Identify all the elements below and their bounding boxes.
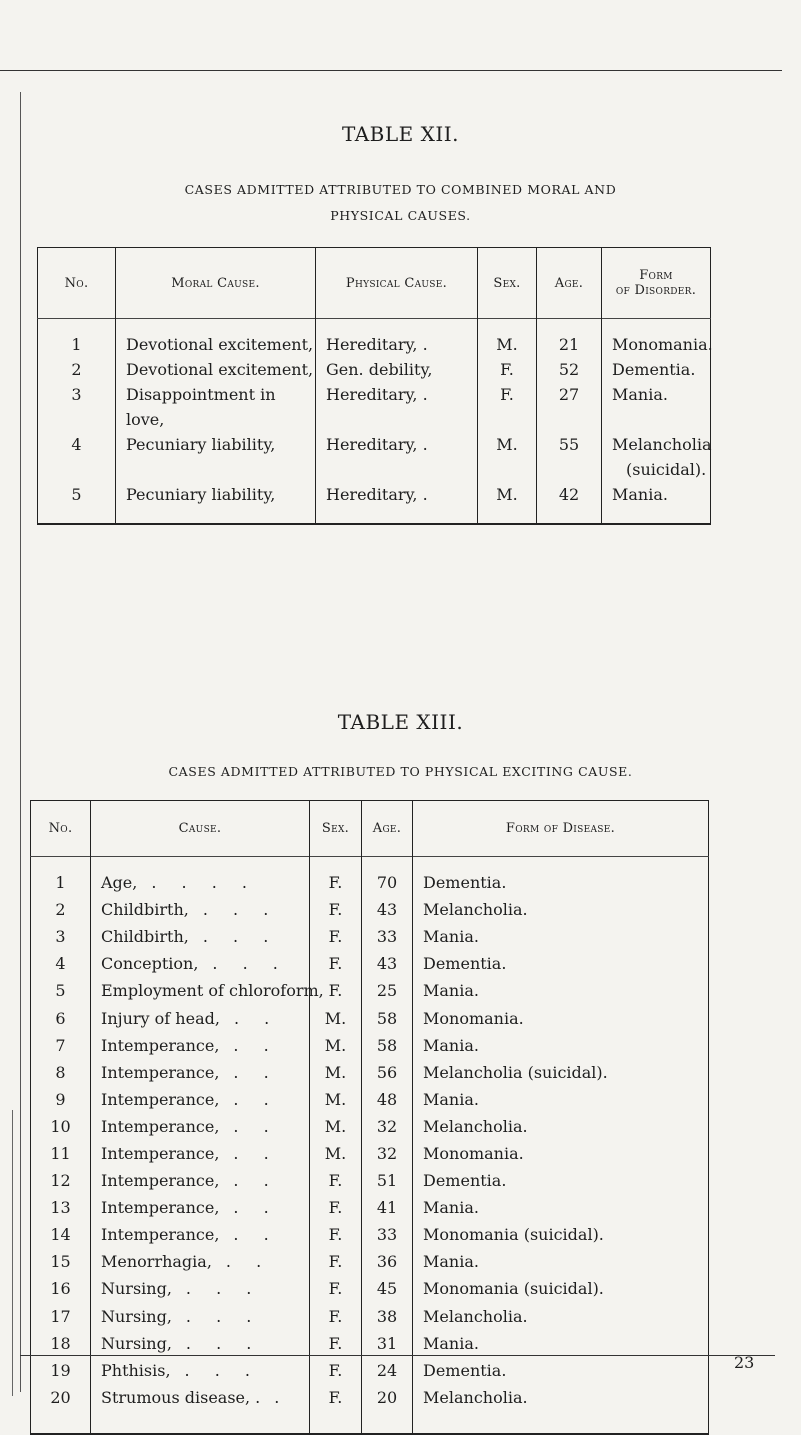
row-leader-dots: . . — [233, 1062, 279, 1082]
row-moral-cause: Devotional excitement, — [116, 357, 316, 382]
row-sex: F. — [310, 1275, 362, 1302]
row-form-of-disease: Melancholia. — [423, 1306, 528, 1326]
row-form-of-disease: Dementia. — [423, 1360, 507, 1380]
row-no: 17 — [31, 1303, 91, 1330]
table-13 — [30, 800, 709, 1435]
row-form-of-disorder — [602, 357, 711, 382]
row-no: 16 — [31, 1275, 91, 1302]
row-cause-text: Injury of head, — [101, 1008, 220, 1028]
row-form-of-disease: Dementia. — [423, 954, 507, 974]
table-row — [31, 1384, 709, 1434]
row-cause-text: Menorrhagia, — [101, 1252, 212, 1272]
row-age: 25 — [362, 977, 413, 1004]
row-sex: F. — [310, 1248, 362, 1275]
table-row — [38, 357, 711, 382]
row-no: 2 — [31, 896, 91, 923]
header-age: Age. — [537, 248, 602, 319]
row-age: 52 — [537, 357, 602, 382]
row-no: 18 — [31, 1330, 91, 1357]
row-physical-cause: Hereditary, . — [316, 432, 478, 482]
page-frame-left-rule-secondary — [12, 1110, 13, 1396]
row-cause — [91, 950, 310, 977]
row-form-of-disease: Monomania. — [423, 1143, 524, 1163]
table-13-header-row — [31, 801, 709, 857]
row-leader-dots: . . . — [202, 927, 279, 947]
row-age: 20 — [362, 1384, 413, 1434]
row-physical-cause: Gen. debility, — [316, 357, 478, 382]
row-age: 58 — [362, 1032, 413, 1059]
row-form-of-disease: Dementia. — [423, 873, 507, 893]
row-moral-cause: Pecuniary liability, — [116, 482, 316, 524]
header-no: No. — [38, 248, 116, 319]
table-12-subtitle-line-1: CASES ADMITTED ATTRIBUTED TO COMBINED MORAL AND — [184, 182, 617, 197]
header-form-line-1: Form — [639, 268, 673, 283]
header-moral-cause: Moral Cause. — [116, 248, 316, 319]
page-frame-bottom-rule — [20, 1355, 775, 1356]
row-cause-text: Intemperance, — [101, 1198, 220, 1218]
row-no: 2 — [38, 357, 116, 382]
row-no: 10 — [31, 1113, 91, 1140]
row-no: 4 — [31, 950, 91, 977]
row-form-of-disease: Mania. — [423, 927, 479, 947]
row-cause — [91, 1303, 310, 1330]
row-cause — [91, 1248, 310, 1275]
row-moral-cause: Pecuniary liability, — [116, 432, 316, 482]
header-sex: Sex. — [478, 248, 537, 319]
header-form-of-disease: Form of Disease. — [505, 821, 616, 836]
row-age: 31 — [362, 1330, 413, 1357]
row-sex: F. — [310, 896, 362, 923]
row-cause — [91, 1059, 310, 1086]
table-12-subtitle — [0, 177, 801, 229]
row-leader-dots: . . . — [185, 1333, 262, 1353]
row-cause — [91, 1330, 310, 1357]
header-age: Age. — [362, 801, 413, 857]
row-cause — [91, 1032, 310, 1059]
table-row — [31, 1032, 709, 1059]
row-cause — [91, 857, 310, 897]
row-sex: M. — [310, 1059, 362, 1086]
row-sex: M. — [310, 1004, 362, 1031]
row-age: 43 — [362, 950, 413, 977]
row-sex: M. — [310, 1086, 362, 1113]
table-13-subtitle: CASES ADMITTED ATTRIBUTED TO PHYSICAL EXCITING CAUSE. — [168, 764, 633, 779]
row-cause — [91, 1086, 310, 1113]
table-row — [31, 1303, 709, 1330]
row-cause-text: Nursing, — [101, 1333, 172, 1353]
row-sex: F. — [310, 1384, 362, 1434]
table-12-subtitle-line-2: PHYSICAL CAUSES. — [330, 208, 471, 223]
row-no: 19 — [31, 1357, 91, 1384]
row-sex: F. — [310, 977, 362, 1004]
row-age: 33 — [362, 923, 413, 950]
row-no: 20 — [31, 1384, 91, 1434]
row-moral-cause: Devotional excitement, — [116, 319, 316, 358]
row-form-line-1: Mania. — [612, 485, 668, 504]
table-row — [31, 977, 709, 1004]
table-row — [31, 1194, 709, 1221]
table-row — [31, 857, 709, 897]
row-no: 6 — [31, 1004, 91, 1031]
row-form-line-1: Mania. — [612, 385, 668, 404]
row-leader-dots: . . — [233, 1143, 279, 1163]
table-row — [38, 382, 711, 432]
row-cause-text: Strumous disease, . — [101, 1387, 261, 1407]
table-row — [31, 923, 709, 950]
row-no: 3 — [31, 923, 91, 950]
row-sex: M. — [310, 1032, 362, 1059]
row-cause-text: Employment of chloroform, — [101, 981, 324, 1001]
row-age: 41 — [362, 1194, 413, 1221]
row-cause — [91, 1275, 310, 1302]
row-cause-text: Age, — [101, 873, 138, 893]
row-cause — [91, 1221, 310, 1248]
table-row — [31, 1086, 709, 1113]
table-row — [31, 1113, 709, 1140]
row-age: 43 — [362, 896, 413, 923]
row-form-line-2: (suicidal). — [626, 460, 707, 479]
row-cause-text: Phthisis, — [101, 1360, 171, 1380]
row-age: 21 — [537, 319, 602, 358]
row-form-line-1: Dementia. — [612, 360, 696, 379]
row-form-line-1: Melancholia — [612, 435, 712, 454]
row-age: 58 — [362, 1004, 413, 1031]
table-row — [31, 896, 709, 923]
row-cause — [91, 923, 310, 950]
row-form-of-disease: Mania. — [423, 1089, 479, 1109]
table-12 — [37, 247, 711, 525]
row-form-of-disease: Monomania. — [423, 1008, 524, 1028]
header-physical-cause: Physical Cause. — [316, 248, 478, 319]
row-leader-dots: . . . — [212, 954, 288, 974]
row-sex: F. — [310, 1221, 362, 1248]
row-no: 5 — [31, 977, 91, 1004]
row-form-of-disease: Dementia. — [423, 1171, 507, 1191]
row-cause-text: Childbirth, — [101, 900, 189, 920]
row-cause-text: Intemperance, — [101, 1116, 220, 1136]
row-no: 3 — [38, 382, 116, 432]
row-sex: F. — [310, 857, 362, 897]
row-form-of-disease: Mania. — [423, 1252, 479, 1272]
row-age: 32 — [362, 1140, 413, 1167]
table-row — [31, 1357, 709, 1384]
table-row — [31, 1221, 709, 1248]
row-leader-dots: . . . — [184, 1360, 260, 1380]
row-cause-text: Intemperance, — [101, 1035, 220, 1055]
page-frame-top-rule — [0, 70, 782, 71]
row-no: 12 — [31, 1167, 91, 1194]
row-age: 56 — [362, 1059, 413, 1086]
table-row — [31, 1167, 709, 1194]
row-sex: M. — [478, 432, 537, 482]
row-no: 9 — [31, 1086, 91, 1113]
row-no: 13 — [31, 1194, 91, 1221]
row-age: 32 — [362, 1113, 413, 1140]
row-no: 11 — [31, 1140, 91, 1167]
header-cause: Cause. — [91, 801, 310, 857]
row-sex: M. — [310, 1140, 362, 1167]
row-age: 33 — [362, 1221, 413, 1248]
table-13-title: TABLE XIII. — [337, 710, 464, 734]
row-leader-dots: . . . . — [151, 873, 257, 893]
row-physical-cause: Hereditary, . — [316, 319, 478, 358]
row-form-of-disease: Melancholia. — [423, 900, 528, 920]
row-form-of-disorder — [602, 382, 711, 432]
row-leader-dots: . . — [233, 1089, 279, 1109]
table-row — [31, 1059, 709, 1086]
row-leader-dots: . . — [233, 1198, 279, 1218]
row-cause-text: Childbirth, — [101, 927, 189, 947]
row-form-of-disease: Melancholia. — [423, 1116, 528, 1136]
row-leader-dots: . . . — [202, 900, 279, 920]
row-cause-text: Conception, — [101, 954, 199, 974]
row-sex: F. — [310, 923, 362, 950]
row-leader-dots: . . — [233, 1225, 279, 1245]
row-sex: F. — [478, 357, 537, 382]
row-moral-cause: Disappointment in love, — [116, 382, 316, 432]
table-12-header-row — [38, 248, 711, 319]
row-no: 5 — [38, 482, 116, 524]
table-row — [38, 319, 711, 358]
row-form-of-disease: Monomania (suicidal). — [423, 1225, 604, 1245]
row-form-of-disease: Mania. — [423, 1198, 479, 1218]
row-form-line-1: Monomania. — [612, 335, 713, 354]
table-row — [31, 950, 709, 977]
row-age: 24 — [362, 1357, 413, 1384]
row-age: 48 — [362, 1086, 413, 1113]
row-cause — [91, 1140, 310, 1167]
row-physical-cause: Hereditary, . — [316, 382, 478, 432]
row-form-of-disorder — [602, 432, 711, 482]
page-number: 23 — [734, 1353, 755, 1372]
row-sex: M. — [478, 482, 537, 524]
table-row — [31, 1275, 709, 1302]
row-age: 36 — [362, 1248, 413, 1275]
row-sex: F. — [310, 1167, 362, 1194]
row-cause — [91, 977, 324, 1004]
row-leader-dots: . . — [233, 1171, 279, 1191]
row-sex: F. — [310, 1194, 362, 1221]
row-leader-dots: . . — [233, 1035, 279, 1055]
row-cause-text: Nursing, — [101, 1306, 172, 1326]
row-cause-text: Intemperance, — [101, 1089, 220, 1109]
row-cause — [91, 896, 310, 923]
row-no: 1 — [31, 857, 91, 897]
header-form-line-2: of Disorder. — [615, 283, 697, 298]
table-12-title: TABLE XII. — [341, 122, 460, 146]
row-leader-dots: . — [274, 1387, 290, 1407]
table-row — [38, 482, 711, 524]
table-row — [31, 1140, 709, 1167]
table-row — [31, 1330, 709, 1357]
table-row — [38, 432, 711, 482]
row-sex: F. — [310, 950, 362, 977]
row-form-of-disorder — [602, 319, 711, 358]
row-form-of-disorder — [602, 482, 711, 524]
row-cause-text: Intemperance, — [101, 1143, 220, 1163]
row-form-of-disease: Melancholia (suicidal). — [423, 1062, 608, 1082]
row-leader-dots: . . — [233, 1008, 280, 1028]
row-form-of-disease: Monomania (suicidal). — [423, 1279, 604, 1299]
row-age: 38 — [362, 1303, 413, 1330]
row-form-of-disease: Melancholia. — [423, 1387, 528, 1407]
row-age: 55 — [537, 432, 602, 482]
row-physical-cause: Hereditary, . — [316, 482, 478, 524]
header-form-of-disorder — [602, 248, 711, 319]
row-cause — [91, 1113, 310, 1140]
row-leader-dots: . . — [225, 1252, 272, 1272]
row-leader-dots: . . — [233, 1116, 279, 1136]
row-leader-dots: . . . — [185, 1279, 262, 1299]
row-form-of-disease: Mania. — [423, 981, 479, 1001]
page-frame-left-rule — [20, 92, 21, 1392]
row-form-of-disease: Mania. — [423, 1035, 479, 1055]
row-sex: F. — [310, 1303, 362, 1330]
row-leader-dots: . . . — [185, 1306, 262, 1326]
row-form-of-disease: Mania. — [423, 1333, 479, 1353]
row-sex: F. — [310, 1357, 362, 1384]
row-age: 51 — [362, 1167, 413, 1194]
row-cause-text: Intemperance, — [101, 1171, 220, 1191]
row-age: 42 — [537, 482, 602, 524]
header-no: No. — [31, 801, 91, 857]
row-age: 45 — [362, 1275, 413, 1302]
row-cause — [91, 1384, 310, 1434]
row-cause — [91, 1167, 310, 1194]
row-cause-text: Nursing, — [101, 1279, 172, 1299]
row-cause — [91, 1194, 310, 1221]
row-cause-text: Intemperance, — [101, 1062, 220, 1082]
row-sex: M. — [478, 319, 537, 358]
row-no: 4 — [38, 432, 116, 482]
row-no: 15 — [31, 1248, 91, 1275]
row-sex: F. — [478, 382, 537, 432]
row-cause-text: Intemperance, — [101, 1225, 220, 1245]
row-no: 14 — [31, 1221, 91, 1248]
row-age: 27 — [537, 382, 602, 432]
row-cause — [91, 1357, 310, 1384]
row-cause — [91, 1004, 310, 1031]
row-sex: F. — [310, 1330, 362, 1357]
row-no: 8 — [31, 1059, 91, 1086]
header-sex: Sex. — [310, 801, 362, 857]
row-no: 7 — [31, 1032, 91, 1059]
row-sex: M. — [310, 1113, 362, 1140]
table-row — [31, 1248, 709, 1275]
row-age: 70 — [362, 857, 413, 897]
table-row — [31, 1004, 709, 1031]
row-no: 1 — [38, 319, 116, 358]
